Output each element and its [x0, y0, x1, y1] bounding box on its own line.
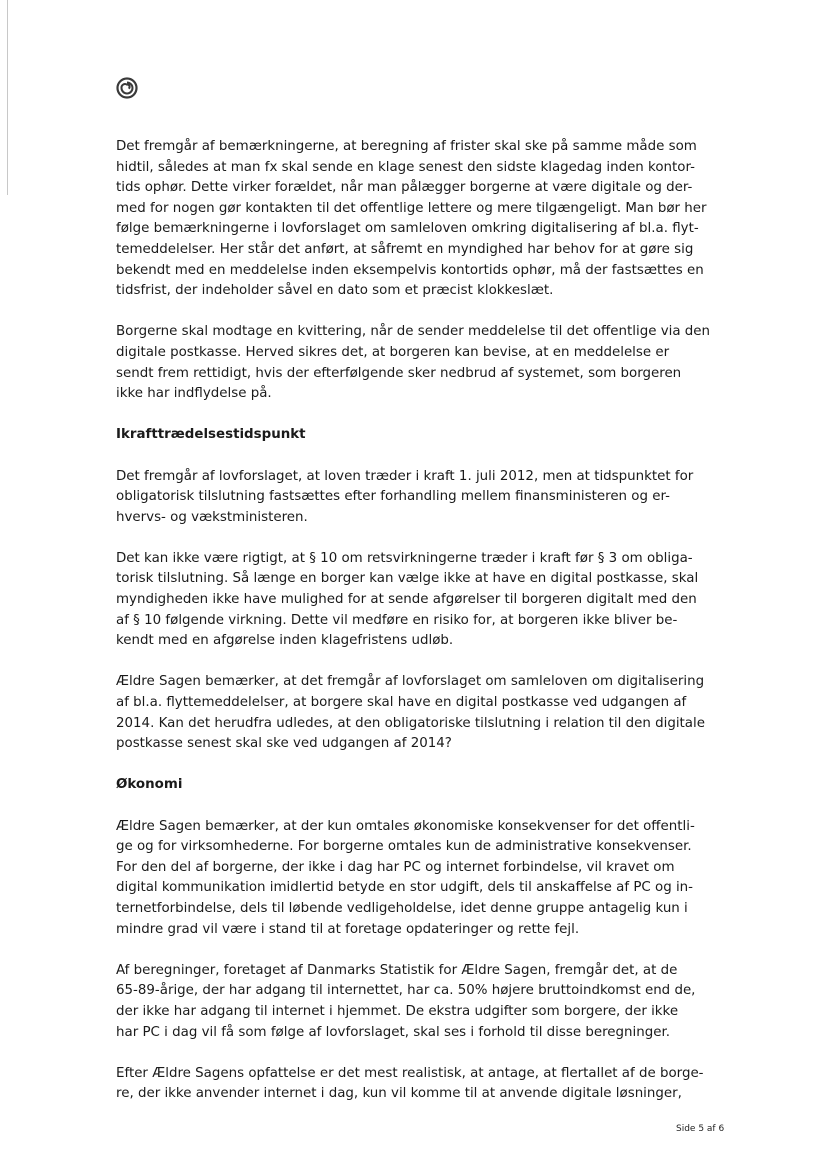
paragraph-retsvirkninger — [116, 549, 736, 652]
text-line: Ældre Sagen bemærker, at det fremgår af lovforslaget om samleloven om digitalisering — [116, 674, 705, 690]
text-line: følge bemærkningerne i lovforslaget om samleloven omkring digitalisering af bl.a. flyt- — [116, 221, 699, 237]
text-line: af bl.a. flyttemeddelelser, at borgere skal have en digital postkasse ved udgangen af — [116, 695, 687, 711]
paragraph-kvittering — [116, 322, 736, 404]
text-line: Det kan ikke være rigtigt, at § 10 om retsvirkningerne træder i kraft før § 3 om obliga- — [116, 550, 693, 566]
text-line: postkasse senest skal ske ved udgangen af 2014? — [116, 736, 452, 752]
text-line: Ældre Sagen bemærker, at der kun omtales økonomiske konsekvenser for det offentli- — [116, 818, 695, 834]
text-line: digitale postkasse. Herved sikres det, at borgeren kan bevise, at en meddelelse er — [116, 344, 670, 360]
text-line: tidsfrist, der indeholder såvel en dato som et præcist klokkeslæt. — [116, 283, 554, 299]
text-line: myndigheden ikke have mulighed for at sende afgørelser til borgeren digitalt med den — [116, 592, 697, 608]
text-line: bekendt med en meddelelse inden eksempelvis kontortids ophør, må der fastsættes en — [116, 262, 704, 278]
heading-oekonomi: Økonomi — [116, 777, 183, 793]
text-line: 65-89-årige, der har adgang til internettet, har ca. 50% højere bruttoindkomst end de, — [116, 983, 696, 999]
text-line: obligatorisk tilslutning fastsættes efter forhandling mellem finansministeren og er- — [116, 489, 670, 505]
text-line: ge og for virksomhederne. For borgerne omtales kun de administrative konsekvenser. — [116, 839, 692, 855]
text-line: Af beregninger, foretaget af Danmarks Statistik for Ældre Sagen, fremgår det, at de — [116, 962, 678, 978]
text-line: Det fremgår af lovforslaget, at loven træder i kraft 1. juli 2012, men at tidspunktet for — [116, 468, 694, 484]
text-line: ternetforbindelse, dels til løbende vedligeholdelse, idet denne gruppe antagelig kun i — [116, 900, 688, 916]
text-line: hvervs- og vækstministeren. — [116, 509, 308, 525]
text-line: ikke har indflydelse på. — [116, 386, 272, 402]
text-line: Det fremgår af bemærkningerne, at beregning af frister skal ske på samme måde som — [116, 139, 697, 154]
spiral-logo-icon — [116, 77, 138, 99]
paragraph-frister — [116, 137, 736, 302]
text-line: For den del af borgerne, der ikke i dag har PC og internet forbindelse, vil kravet om — [116, 859, 675, 875]
text-line: temeddelelser. Her står det anført, at såfremt en myndighed har behov for at gøre sig — [116, 241, 694, 257]
heading-ikrafttraedelse: Ikrafttrædelsestidspunkt — [116, 427, 306, 443]
text-line: digital kommunikation imidlertid betyde en stor udgift, dels til anskaffelse af PC og in- — [116, 880, 693, 896]
text-line: kendt med en afgørelse inden klagefristens udløb. — [116, 633, 454, 649]
text-line: har PC i dag vil få som følge af lovforslaget, skal ses i forhold til disse beregninger. — [116, 1024, 670, 1040]
text-line: Borgerne skal modtage en kvittering, når de sender meddelelse til det offentlige via den — [116, 324, 711, 340]
text-line: sendt frem rettidigt, hvis der efterfølgende sker nedbrud af systemet, som borgeren — [116, 365, 682, 381]
text-line: Efter Ældre Sagens opfattelse er det mest realistisk, at antage, at flertallet af de borge- — [116, 1065, 704, 1081]
paragraph-ikraft-dato — [116, 467, 736, 529]
scan-edge-line — [7, 0, 8, 195]
paragraph-beregninger — [116, 961, 736, 1043]
page-number: Side 5 af 6 — [676, 1124, 725, 1134]
paragraph-konsekvenser — [116, 817, 736, 941]
text-line: torisk tilslutning. Så længe en borger kan vælge ikke at have en digital postkasse, skal — [116, 571, 699, 587]
letter-body — [116, 137, 736, 1105]
text-line: 2014. Kan det herudfra udledes, at den obligatoriske tilslutning i relation til den digitale — [116, 715, 705, 731]
text-line: med for nogen gør kontakten til det offentlige lettere og mere tilgængeligt. Man bør her — [116, 200, 707, 216]
text-line: mindre grad vil være i stand til at foretage opdateringer og rette fejl. — [116, 921, 580, 937]
paragraph-opfattelse — [116, 1064, 736, 1105]
text-line: der ikke har adgang til internet i hjemmet. De ekstra udgifter som borgere, der ikke — [116, 1003, 679, 1019]
text-line: hidtil, således at man fx skal sende en klage senest den sidste klagedag inden kontor- — [116, 159, 695, 175]
text-line: re, der ikke anvender internet i dag, kun vil komme til at anvende digitale løsninger, — [116, 1086, 682, 1102]
paragraph-samleloven — [116, 672, 736, 754]
text-line: af § 10 følgende virkning. Dette vil medføre en risiko for, at borgeren ikke bliver be- — [116, 612, 678, 628]
text-line: tids ophør. Dette virker forældet, når man pålægger borgerne at være digitale og der- — [116, 180, 693, 196]
